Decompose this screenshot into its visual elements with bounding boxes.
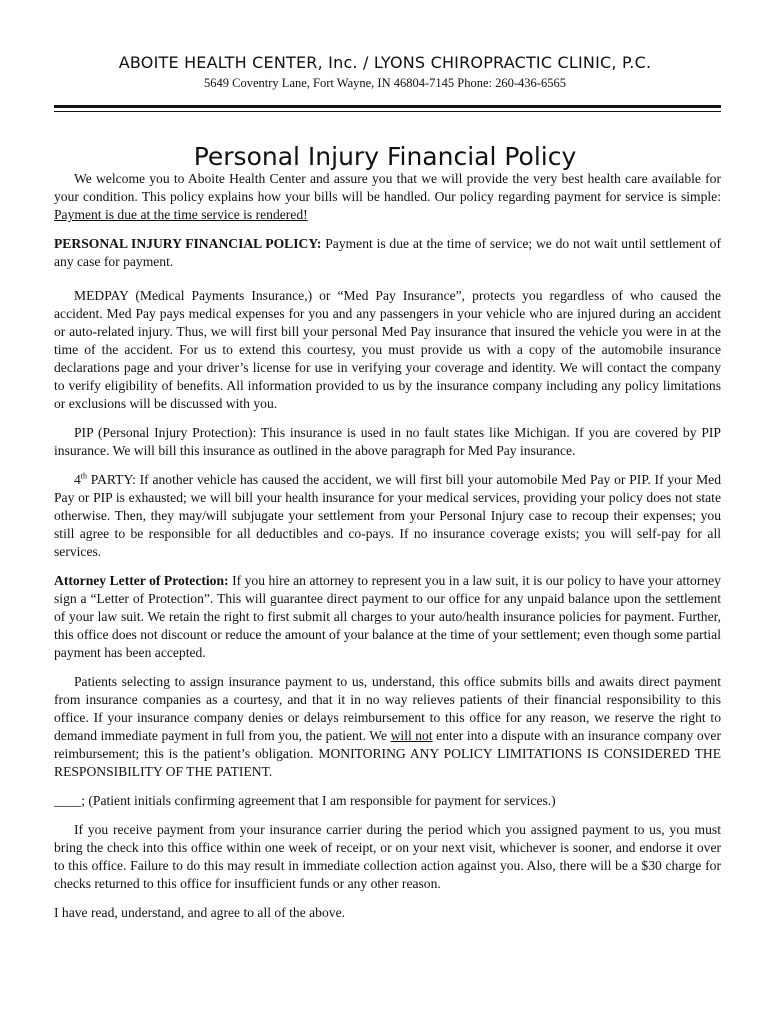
payment-due-notice: Payment is due at the time service is rendered!	[54, 207, 308, 222]
attorney-heading: Attorney Letter of Protection:	[54, 573, 229, 588]
attorney-text: If you hire an attorney to represent you in a law suit, it is our policy to have your attorney sign a “Letter of Protection”. This will guarantee direct payment to our office for any unpaid balance upon the settlement of your law suit. We retain the right to first submit all charges to your auto/health insurance policies for payment. Further, this office does not discount or reduce the amount of your balance at the time of your settlement; even though some partial payment has been accepted.	[54, 573, 721, 660]
financial-policy-paragraph	[54, 235, 721, 271]
will-not-emphasis: will not	[390, 728, 433, 743]
third-party-number: 4	[74, 472, 81, 487]
third-party-superscript: th	[80, 471, 88, 481]
financial-policy-text: Payment is due at the time of service; we do not wait until settlement of any case for payment.	[54, 236, 721, 269]
initials-text: ; (Patient initials confirming agreement that I am responsible for payment for services.)	[81, 793, 556, 808]
third-party-text: PARTY: If another vehicle has caused the accident, we will first bill your automobile Med Pay or PIP. If your Med Pay or PIP is exhausted; we will bill your health insurance for your medical services, providing your policy does not state otherwise. Then, they may/will subjugate your settlement from your Personal Injury case to recoup their expenses; you still agree to be responsible for all deductibles and co-pays. If no insurance coverage exists; you will self-pay for all services.	[54, 472, 721, 559]
header-rule-thin	[54, 111, 721, 112]
initials-line	[54, 792, 721, 810]
medpay-paragraph: MEDPAY (Medical Payments Insurance,) or “Med Pay Insurance”, protects you regardless of who caused the accident. Med Pay pays medical expenses for you and any passengers in your vehicle who are injured during an accident or auto-related injury. Thus, we will first bill your personal Med Pay insurance that insured the vehicle you were in at the time of the accident. For us to extend this courtesy, you must provide us with a copy of the automobile insurance declarations page and your driver’s license for use in verifying your coverage and identity. We will contact the company to verify eligibility of benefits. All information provided to us by the insurance company including any policy limitations or exclusions will be discussed with you.	[54, 288, 721, 411]
document-title: Personal Injury Financial Policy	[193, 141, 577, 171]
financial-policy-heading: PERSONAL INJURY FINANCIAL POLICY:	[54, 236, 322, 251]
organization-name: ABOITE HEALTH CENTER, Inc. / LYONS CHIROPRACTIC CLINIC, P.C.	[118, 53, 652, 72]
payment-receipt-paragraph: If you receive payment from your insurance carrier during the period which you assigned payment to us, you must bring the check into this office within one week of receipt, or on your next visit, whichever is sooner, and endorse it over to this office. Failure to do this may result in immediate collection action against you. Also, there will be a $30 charge for checks returned to this office for insufficient funds or any other reason.	[54, 822, 721, 891]
policy-body	[54, 170, 721, 922]
welcome-paragraph	[54, 170, 721, 224]
assignment-paragraph	[54, 673, 721, 781]
attorney-paragraph	[54, 572, 721, 662]
agreement-statement: I have read, understand, and agree to all of the above.	[54, 905, 346, 920]
third-party-paragraph	[54, 471, 721, 561]
organization-address: 5649 Coventry Lane, Fort Wayne, IN 46804-7145 Phone: 260-436-6565	[204, 76, 566, 90]
initials-blank[interactable]: ____	[54, 793, 82, 808]
assignment-text-after: enter into a dispute with an insurance company over reimbursement; this is the patient’s obligation. MONITORING ANY POLICY LIMITATIONS IS CONSIDERED THE RESPONSIBILITY OF THE PATIENT.	[54, 728, 721, 779]
welcome-text: We welcome you to Aboite Health Center and assure you that we will provide the very best health care available for your condition. This policy explains how your bills will be handled. Our policy regarding payment for service is simple:	[54, 171, 721, 204]
assignment-text-before: Patients selecting to assign insurance payment to us, understand, this office submits bills and awaits direct payment from insurance companies as a courtesy, and that it in no way relieves patients of their financial responsibility to this office. If your insurance company denies or delays reimbursement to this office for any reason, we reserve the right to demand immediate payment in full from you, the patient. We	[54, 674, 721, 743]
header-rule-thick	[54, 105, 721, 108]
pip-paragraph: PIP (Personal Injury Protection): This insurance is used in no fault states like Michigan. If you are covered by PIP insurance. We will bill this insurance as outlined in the above paragraph for Med Pay insurance.	[54, 425, 721, 458]
